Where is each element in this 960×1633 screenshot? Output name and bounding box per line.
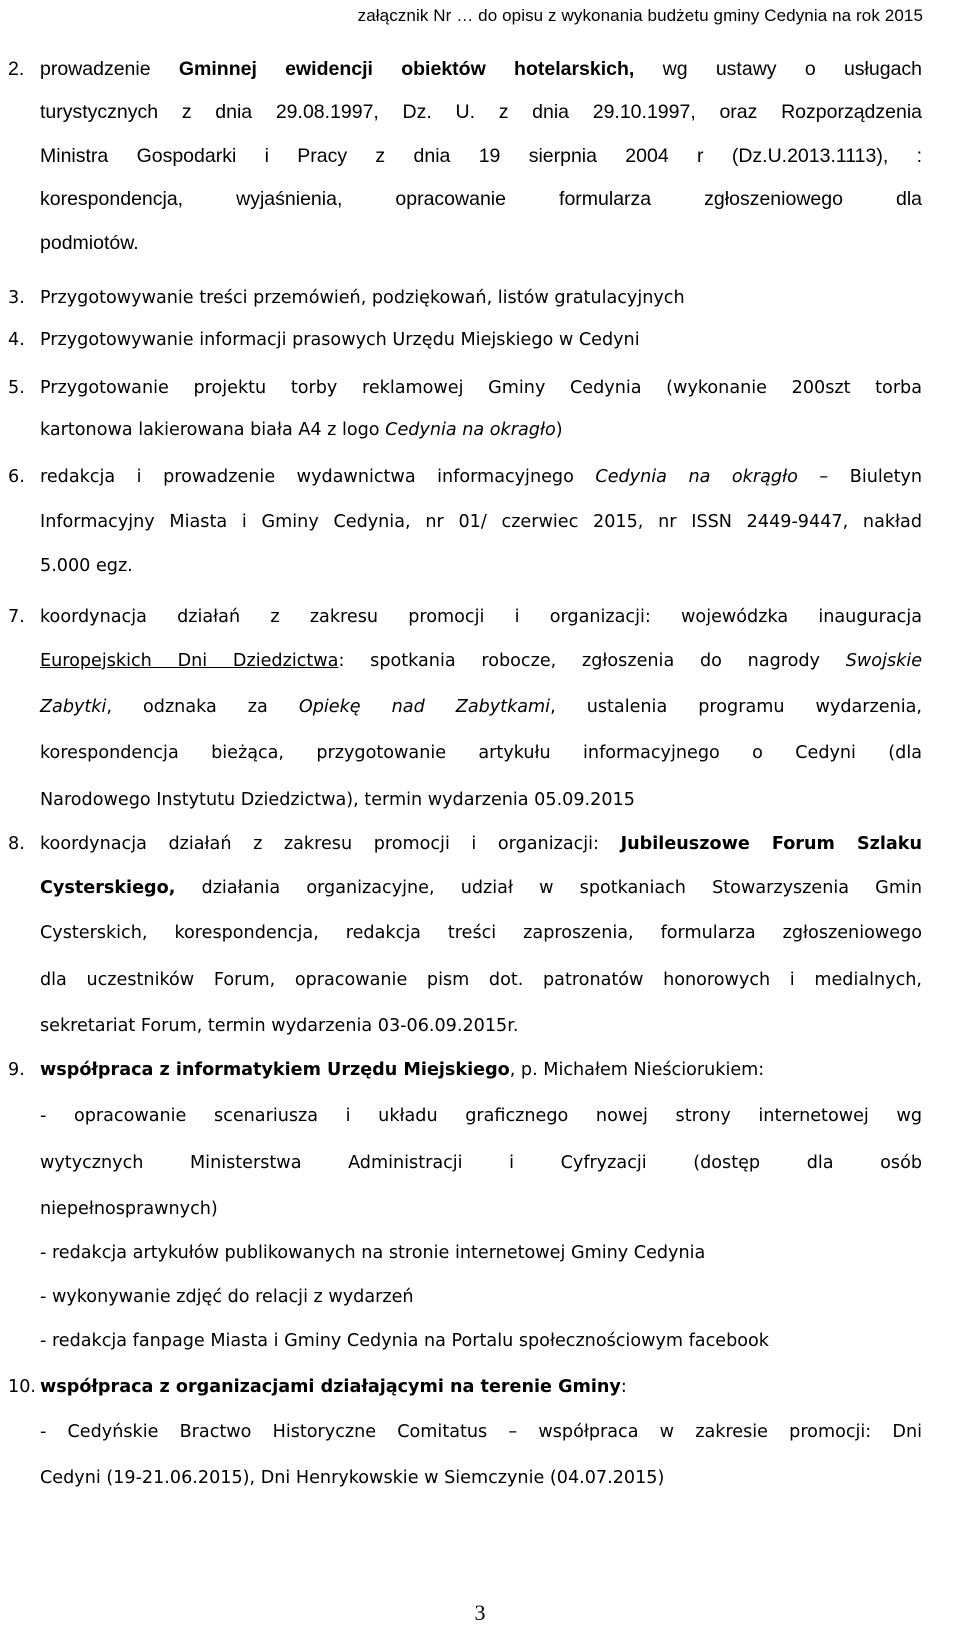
item-line: Europejskich Dni Dziedzictwa: spotkania robocze, zgłoszenia do nagrody Swojskie [40,651,923,671]
item-line: - opracowanie scenariusza i układu graficznego nowej strony internetowej wg [40,1106,922,1126]
item-line: sekretariat Forum, termin wydarzenia 03-06.09.2015r. [40,1016,519,1036]
item-line: korespondencja bieżąca, przygotowanie artykułu informacyjnego o Cedyni (dla [40,743,922,763]
item-line: Informacyjny Miasta i Gminy Cedynia, nr 01/ czerwiec 2015, nr ISSN 2449-9447, nakład [40,512,922,532]
item-line: podmiotów. [40,232,139,254]
item-line: niepełnosprawnych) [40,1199,218,1219]
item-line: - redakcja fanpage Miasta i Gminy Cedynia na Portalu społecznościowym facebook [40,1331,769,1351]
item-line: Przygotowanie projektu torby reklamowej Gminy Cedynia (wykonanie 200szt torba [40,378,922,398]
item-number: 8. [8,834,25,854]
item-line: kartonowa lakierowana biała A4 z logo Cedynia na okragło) [40,420,563,440]
item-number: 5. [8,378,25,398]
item-line: - Cedyńskie Bractwo Historyczne Comitatus – współpraca w zakresie promocji: Dni [40,1422,922,1442]
item-line: Narodowego Instytutu Dziedzictwa), termin wydarzenia 05.09.2015 [40,790,635,810]
page-header: załącznik Nr … do opisu z wykonania budżetu gminy Cedynia na rok 2015 [357,6,923,25]
item-line: - wykonywanie zdjęć do relacji z wydarzeń [40,1287,414,1307]
item-number: 10. [8,1377,36,1397]
item-line: redakcja i prowadzenie wydawnictwa informacyjnego Cedynia na okrągło – Biuletyn [40,467,923,487]
item-line: turystycznych z dnia 29.08.1997, Dz. U. z dnia 29.10.1997, oraz Rozporządzenia [40,101,922,123]
item-line: współpraca z organizacjami działającymi na terenie Gminy: [40,1377,627,1397]
item-line: współpraca z informatykiem Urzędu Miejskiego, p. Michałem Nieściorukiem: [40,1060,765,1080]
item-line: wytycznych Ministerstwa Administracji i Cyfryzacji (dostęp dla osób [40,1153,922,1173]
item-line: - redakcja artykułów publikowanych na stronie internetowej Gminy Cedynia [40,1243,706,1263]
item-line: korespondencja, wyjaśnienia, opracowanie formularza zgłoszeniowego dla [40,188,922,210]
item-line: Cedyni (19-21.06.2015), Dni Henrykowskie w Siemczynie (04.07.2015) [40,1468,665,1488]
page-number: 3 [474,1600,486,1625]
item-line: Przygotowywanie informacji prasowych Urzędu Miejskiego w Cedyni [40,330,640,350]
item-number: 7. [8,607,25,627]
item-line: koordynacja działań z zakresu promocji i organizacji: wojewódzka inauguracja [40,607,922,627]
item-line: Przygotowywanie treści przemówień, podziękowań, listów gratulacyjnych [40,288,685,308]
item-number: 2. [8,58,25,80]
item-line: koordynacja działań z zakresu promocji i organizacji: Jubileuszowe Forum Szlaku [40,834,923,854]
item-line: Zabytki, odznaka za Opiekę nad Zabytkami, ustalenia programu wydarzenia, [40,697,922,717]
item-number: 9. [8,1060,25,1080]
item-number: 3. [8,288,25,308]
item-number: 6. [8,467,25,487]
item-number: 4. [8,330,25,350]
item-line: Cysterskiego, działania organizacyjne, udział w spotkaniach Stowarzyszenia Gmin [40,878,922,898]
item-line: Ministra Gospodarki i Pracy z dnia 19 sierpnia 2004 r (Dz.U.2013.1113), : [40,145,922,167]
item-line: 5.000 egz. [40,556,133,576]
item-line: Cysterskich, korespondencja, redakcja treści zaproszenia, formularza zgłoszeniowego [40,923,922,943]
item-line: dla uczestników Forum, opracowanie pism dot. patronatów honorowych i medialnych, [40,970,922,990]
item-line: prowadzenie Gminnej ewidencji obiektów hotelarskich, wg ustawy o usługach [40,58,923,80]
